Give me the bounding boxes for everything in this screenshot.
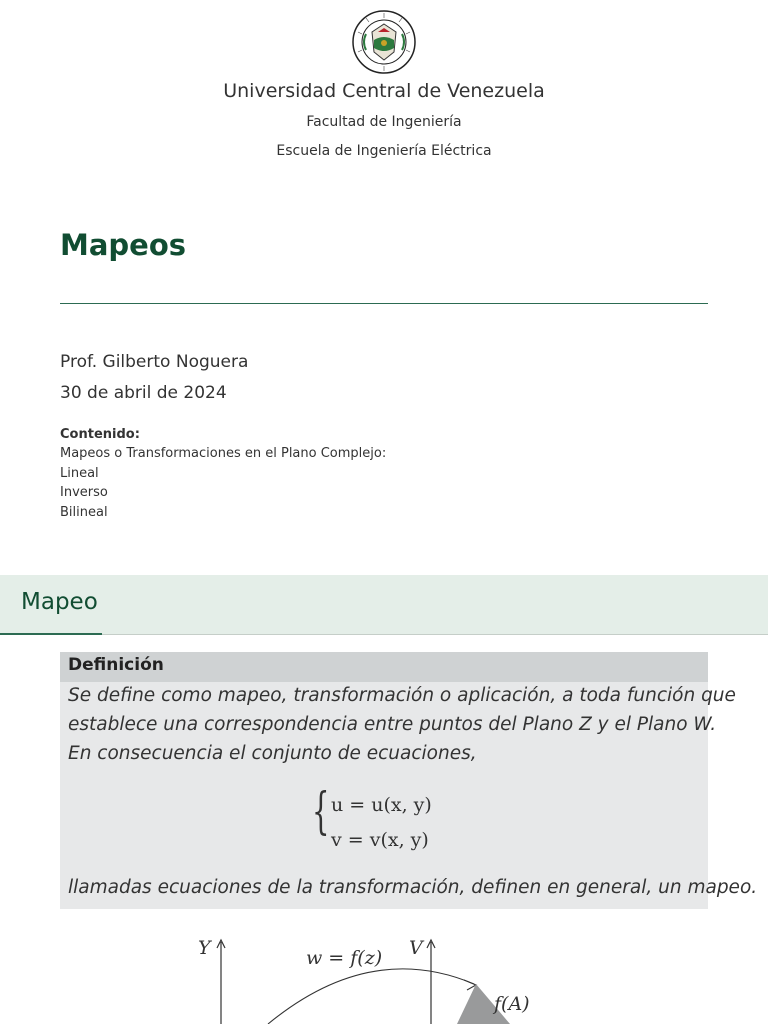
document-title: Mapeos bbox=[60, 228, 187, 262]
date: 30 de abril de 2024 bbox=[60, 383, 227, 403]
contents-item: Mapeos o Transformaciones en el Plano Complejo: bbox=[60, 446, 387, 462]
contents-item: Bilineal bbox=[60, 504, 108, 520]
mapping-figure bbox=[0, 920, 768, 1024]
map-label: w = f(z) bbox=[306, 947, 383, 969]
contents-item: Inverso bbox=[60, 485, 108, 501]
w-axis-label: V bbox=[409, 937, 423, 959]
frame-title-bar bbox=[0, 575, 768, 635]
title-divider bbox=[60, 303, 708, 304]
definition-line: En consecuencia el conjunto de ecuaciones, bbox=[68, 743, 477, 764]
university-seal-icon bbox=[352, 10, 416, 74]
author: Prof. Gilberto Noguera bbox=[60, 352, 249, 372]
definition-title: Definición bbox=[68, 655, 164, 675]
frame-title: Mapeo bbox=[21, 589, 98, 615]
definition-line: establece una correspondencia entre puntos del Plano Z y el Plano W. bbox=[68, 714, 717, 735]
equation-brace: { bbox=[312, 782, 330, 840]
contents-block bbox=[60, 425, 386, 522]
equation-v: v = v(x, y) bbox=[331, 829, 429, 851]
university-name: Universidad Central de Venezuela bbox=[223, 80, 545, 102]
contents-item: Lineal bbox=[60, 465, 99, 481]
definition-closing: llamadas ecuaciones de la transformación, definen en general, un mapeo. bbox=[68, 877, 758, 898]
faculty-name: Facultad de Ingeniería bbox=[306, 114, 462, 130]
z-axis-label: Y bbox=[198, 937, 211, 959]
school-name: Escuela de Ingeniería Eléctrica bbox=[276, 143, 492, 159]
frame-title-accent bbox=[0, 633, 102, 635]
image-label: f(A) bbox=[494, 993, 530, 1015]
frame-title-underline bbox=[0, 634, 768, 635]
mapping-arrow bbox=[268, 969, 474, 1024]
definition-line: Se define como mapeo, transformación o aplicación, a toda función que bbox=[68, 685, 736, 706]
equation-u: u = u(x, y) bbox=[331, 794, 432, 816]
contents-heading: Contenido: bbox=[60, 427, 140, 442]
